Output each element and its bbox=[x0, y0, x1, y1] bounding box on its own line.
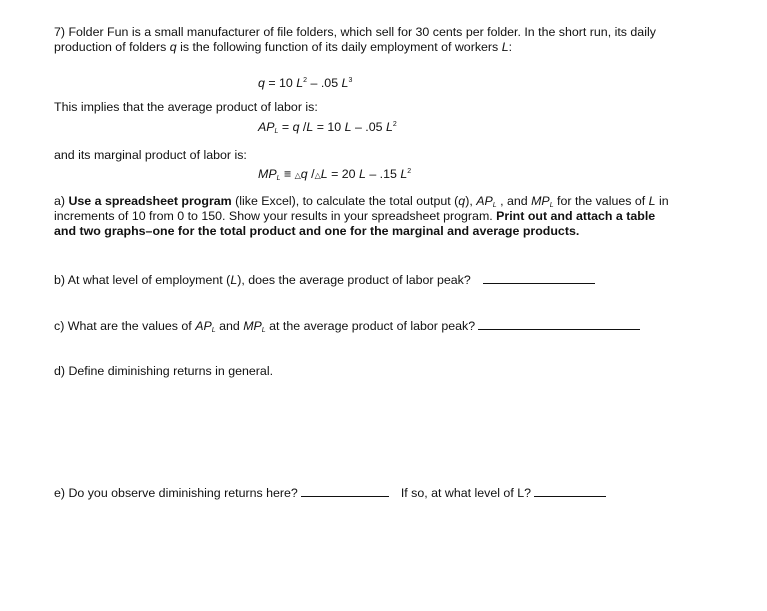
production-function: q = 10 $L^2 - .05$ $L^3$ bbox=[258, 76, 353, 90]
question-a-line-2: increments of 10 from 0 to 150. Show your results in your spreadsheet program. Print out and attach a table bbox=[54, 209, 656, 223]
question-b: b) At what level of employment (L), does the average product of labor peak? bbox=[54, 272, 595, 288]
answer-blank-e2[interactable] bbox=[534, 485, 606, 497]
question-a-line-1: a) Use a spreadsheet program (like Excel), to calculate the total output (q), $AP_L$ , and $MP_L$ for the values of L in bbox=[54, 194, 669, 209]
intro-line-1: 7) Folder Fun is a small manufacturer of file folders, which sell for 30 cents per folder. In the short run, its daily bbox=[54, 25, 656, 39]
question-e: e) Do you observe diminishing returns here? If so, at what level of L? bbox=[54, 485, 606, 501]
ap-intro: This implies that the average product of labor is: bbox=[54, 100, 318, 114]
mp-formula: $MP_L$ ≡ △q /△L = 20 L – .15 $L^2$ bbox=[258, 167, 412, 182]
answer-blank-c[interactable] bbox=[478, 318, 640, 330]
mp-intro: and its marginal product of labor is: bbox=[54, 148, 247, 162]
intro-line-2: production of folders q is the following function of its daily employment of workers L: bbox=[54, 40, 513, 54]
answer-blank-e1[interactable] bbox=[301, 485, 389, 497]
question-d: d) Define diminishing returns in general. bbox=[54, 364, 274, 378]
answer-blank-b[interactable] bbox=[483, 272, 595, 284]
question-c: c) What are the values of $AP_L$ and $MP_L$ at the average product of labor peak? bbox=[54, 318, 640, 338]
question-a-line-3: and two graphs–one for the total product and one for the marginal and average products. bbox=[54, 224, 580, 238]
ap-formula: $AP_L = q$ /L = 10 L – .05 $L^2$ bbox=[258, 120, 397, 135]
